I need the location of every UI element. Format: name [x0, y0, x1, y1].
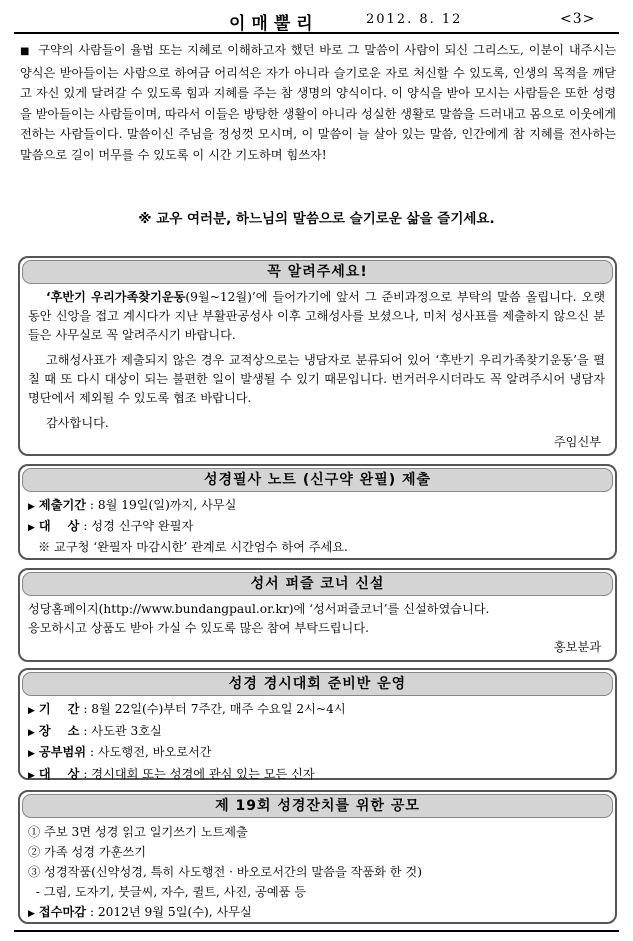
triangle-bullet-icon: ▶: [28, 523, 35, 533]
square-bullet-icon: ■: [20, 46, 31, 57]
triangle-bullet-icon: ▶: [28, 770, 35, 781]
notice-paragraph-1-text: (9월~12월)’에 들어가기에 앞서 그 준비과정으로 부탁의 말씀 올립니다. 오랫동안 신앙을 접고 계시다가 지난 부활판공성사 이후 고해성사를 보셨으나, 미처 성사표를 제출하지 않으신 분들은 사무실로 꼭 알려주시기 바랍니다.: [28, 290, 605, 342]
row-value: : 8월 22일(수)부터 7주간, 매주 수요일 2시~4시: [83, 702, 346, 716]
row-value: : 경시대회 또는 성경에 관심 있는 모든 신자: [83, 766, 315, 781]
quiz-heading: 성경 경시대회 준비반 운영: [22, 672, 613, 696]
triangle-bullet-icon: ▶: [28, 706, 35, 716]
audience-row: [28, 765, 605, 787]
triangle-bullet-icon: ▶: [28, 749, 35, 759]
intro-text: 구약의 사람들이 율법 또는 지혜로 이해하고자 했던 바로 그 말씀이 사람이 되신 그리스도, 이분이 내주시는 양식은 받아들이는 사람으로 하여금 어리석은 자가 아니라 슬기로운 자로 처신할 수 있도록, 인생의 목적을 깨닫고 자신 있게 달려갈 수 있도록 힘과 지혜를 주는 참 생명의 양식이다. 이 양식을 받아 모시는 사람들은 또한 성령을 받아들이는 사람들이며, 따라서 이들은 방탕한 생활이 아니라 성실한 생활로 말씀을 드러내고 몸으로 이웃에게 전하는 사람들이다. 말씀이신 주님을 정성껏 모시며, 이 말씀이 늘 살아 있는 말씀, 인간에게 참 지혜를 전사하는 말씀으로 길이 머무를 수 있도록 이 시간 기도하며 힘쓰자!: [20, 43, 617, 162]
campaign-name: ‘후반기 우리가족찾기운동: [46, 290, 186, 304]
puzzle-line-2: 응모하시고 상품도 받아 가실 수 있도록 많은 참여 부탁드립니다.: [28, 621, 369, 635]
contest-item-2: ② 가족 성경 가훈쓰기: [28, 845, 146, 859]
triangle-bullet-icon: ▶: [28, 909, 35, 919]
notice-thanks: 감사합니다.: [46, 416, 109, 430]
notice-heading: 꼭 알려주세요!: [22, 260, 613, 284]
transcription-box: [18, 464, 617, 560]
footer-rule: [14, 930, 619, 932]
transcription-heading: 성경필사 노트 (신구약 완필) 제출: [22, 468, 613, 492]
target-row: [28, 517, 605, 538]
puzzle-heading: 성서 퍼즐 코너 신설: [22, 572, 613, 596]
row-value: : 사도관 3호실: [83, 723, 162, 738]
triangle-bullet-icon: ▶: [28, 727, 35, 738]
quiz-box: [18, 668, 617, 780]
row-label: 장 소: [38, 723, 80, 738]
row-value: : 사도행전, 바오로서간: [89, 745, 212, 759]
contest-item-3-examples: - 그림, 도자기, 붓글씨, 자수, 퀼트, 사진, 공예품 등: [28, 885, 307, 899]
deadline-label: 접수마감: [38, 905, 87, 919]
notice-signature: 주임신부: [553, 435, 601, 449]
deadline-row: [28, 902, 605, 924]
notice-box: [18, 256, 617, 456]
transcription-note: ※ 교구청 ‘완필자 마감시한’ 관계로 시간엄수 하여 주세요.: [38, 540, 348, 554]
page-number: <3>: [560, 11, 596, 27]
contest-item-3: ③ 성경작품(신약성경, 특히 사도행전 · 바오로서간의 말씀을 작품화 한 것): [28, 865, 422, 879]
puzzle-signature: 홍보분과: [553, 640, 601, 654]
row-label: 공부범위: [38, 745, 87, 759]
place-row: [28, 722, 605, 744]
contest-box: [18, 790, 617, 924]
deadline-value: : 2012년 9월 5일(수), 사무실: [89, 905, 252, 919]
row-label: 대 상: [38, 519, 80, 533]
row-value: : 8월 19일(일)까지, 사무실: [89, 498, 237, 512]
row-label: 제출기간: [38, 498, 87, 512]
issue-date: 2012. 8. 12: [366, 12, 463, 27]
page-header: [14, 8, 619, 34]
submission-period-row: [28, 496, 605, 517]
intro-paragraph: [20, 40, 616, 165]
period-row: [28, 700, 605, 722]
row-label: 대 상: [38, 766, 80, 781]
contest-item-1: ① 주보 3면 성경 읽고 일기쓰기 노트제출: [28, 825, 248, 839]
contest-heading: 제 19회 성경잔치를 위한 공모: [22, 794, 613, 818]
newsletter-title: 이매뿔리: [229, 14, 319, 34]
notice-paragraph-2: 고해성사표가 제출되지 않은 경우 교적상으로는 냉담자로 분류되어 있어 ‘후반기 우리가족찾기운동’을 펼칠 때 또 다시 대상이 되는 불편한 일이 발생될 수 있기 때문입니다. 번거러우시더라도 꼭 알려주시어 냉담자 명단에서 제외될 수 있도록 협조 바랍니다.: [28, 353, 605, 405]
notice-paragraph-1: [28, 288, 605, 345]
row-value: : 성경 신구약 완필자: [83, 519, 194, 533]
puzzle-line-1: 성당홈페이지(http://www.bundangpaul.or.kr)에 ‘성서퍼즐코너’를 신설하였습니다.: [28, 602, 490, 616]
scope-row: [28, 743, 605, 765]
puzzle-box: [18, 568, 617, 662]
row-label: 기 간: [38, 702, 80, 716]
triangle-bullet-icon: ▶: [28, 502, 35, 512]
slogan: ※ 교우 여러분, 하느님의 말씀으로 슬기로운 삶을 즐기세요.: [138, 211, 495, 227]
